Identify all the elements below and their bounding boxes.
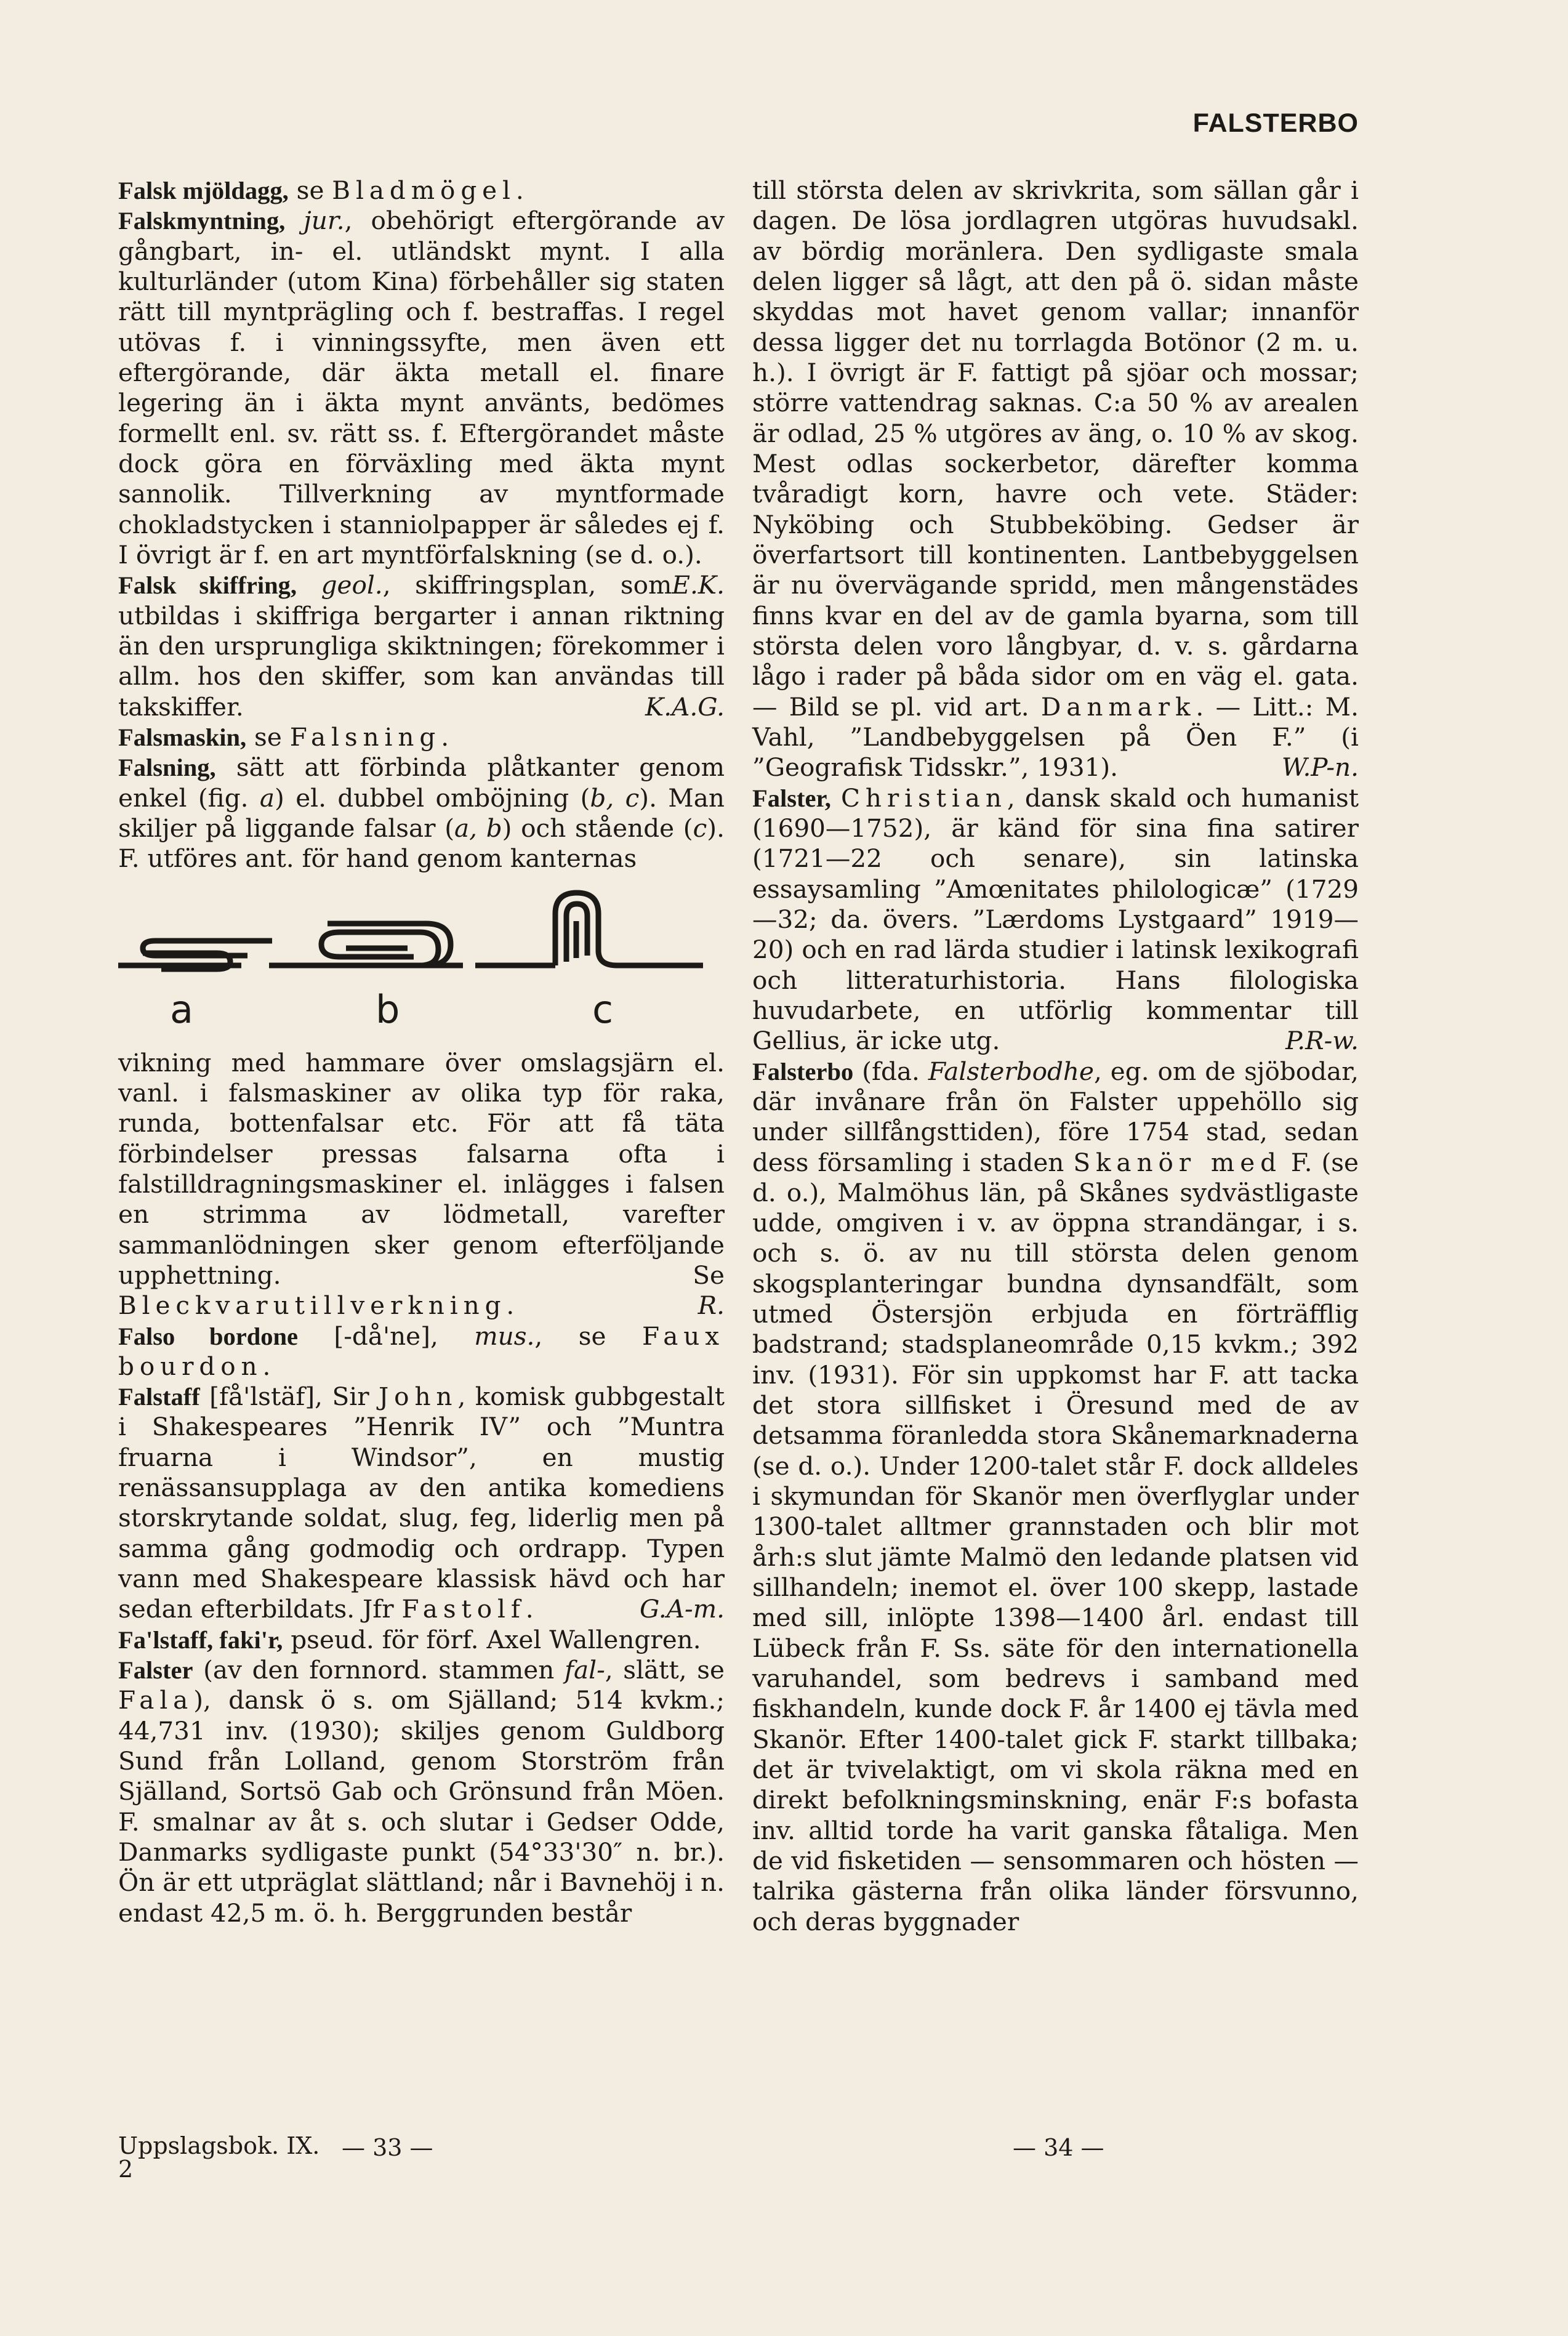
entry-headword: Falsk mjöldagg, <box>118 177 289 204</box>
entry-falstaff-fakir: Fa'lstaff, faki'r, pseud. för förf. Axel Wallengren. <box>118 1624 701 1654</box>
entry-headword: Falsning, <box>118 754 216 782</box>
footer-book-info <box>118 2134 320 2181</box>
entry-falsterbo: Falsterbo (fda. Falsterbodhe, eg. om de sjöbodar, där invånare från ön Falster uppehöllo sig under sillfångsttiden), före 1754 stad, sedan dess församling i staden Skanör med F. (se d. o.), Malmöhus län, på Skånes sydvästligaste udde, omgiven i v. av öppna strandängar, i s. och s. ö. av nu till största delen genom skogsplanteringar bundna dynsandfält, som utmed Östersjön erbjuda en förträfflig badstrand; stadsplaneområde 0,15 kvkm.; 392 inv. (1931). För sin uppkomst har F. att tacka det stora sillfisket i Öresund med de av detsamma föranledda stora Skånemarknaderna (se d. o.). Under 1200-talet står F. dock alldeles i skymundan för Skanör men överflyglar under 1300-talet alltmer grannstaden och blir mot årh:s slut jämte Malmö den ledande platsen vid sillhandeln; inemot el. över 100 skepp, lastade med sill, inlöpte 1398—1400 årl. endast till Lübeck från F. Ss. säte för den internationella varuhandel, som bedrevs i samband med fiskhandeln, kunde dock F. år 1400 ej tävla med Skanör. Efter 1400-talet gick F. starkt tillbaka; det är tvivelaktigt, om vi skola räkna med en direkt befolkningsminskning, enär F:s bofasta inv. alltid torde ha varit ganska fåtaliga. Men de vid fisketiden — sensommaren och hösten — talrika gästerna från olika länder försvunno, och deras byggnader <box>752 1056 1359 1936</box>
entry-falso-bordone: Falso bordone [-då'ne], mus., se Faux bourdon. <box>118 1321 725 1381</box>
cross-reference: Bleckvarutillverkning <box>118 1291 507 1321</box>
cross-reference: Faux bourdon <box>118 1321 725 1381</box>
seam-b-drawing <box>269 924 463 965</box>
running-head: FALSTERBO <box>1192 108 1359 138</box>
entry-headword: Falster <box>118 1656 193 1685</box>
figure-label-c: c <box>592 986 614 1032</box>
cross-reference: Bladmögel <box>332 175 516 205</box>
entry-headword: Falso bordone <box>118 1322 298 1350</box>
entry-falster: Falster (av den fornnord. stammen fal-, slätt, se Fala), dansk ö s. om Själland; 514 kvkm.; 44,731 inv. (1930); skiljes genom Guldborg Sund från Lolland, genom Storström från Själland, Sortsö Gab och Grönsund från Möen. F. smalnar av åt s. och slutar i Gedser Odde, Danmarks sydligaste punkt (54°33'30″ n. br.). Ön är ett utpräglat slättland; når i Bavnehöj i n. endast 42,5 m. ö. h. Berggrunden består <box>118 1655 725 1928</box>
author-signature: R. <box>698 1291 725 1321</box>
entry-headword: Fa'lstaff, faki'r, <box>118 1625 283 1654</box>
entry-falsk-skiffring: Falsk skiffring, geol., skiffringsplan, som utbildas i skiffriga bergarter i annan riktning än den ursprungliga skiktningen; förekommer i allm. hos den skiffer, som kan användas till takskiffer. K.A.G. <box>118 570 725 722</box>
figure-label-b: b <box>376 986 400 1032</box>
seam-c-drawing <box>475 893 703 965</box>
seam-figure <box>118 889 725 1037</box>
entry-falsning-continued: vikning med hammare över omslagsjärn el. vanl. i falsmaskiner av olika typ för raka, runda, bottenfalsar etc. För att få täta förbindelser pressas falsarna ofta i falstilldragningsmaskiner el. inlägges i falsen en strimma av lödmetall, varefter sammanlödningen sker genom efterföljande upphettning. Se Bleckvarutillverkning. R. <box>118 1047 725 1321</box>
entry-falster-continued: till största delen av skrivkrita, som sällan går i dagen. De lösa jordlagren utgöras huvudsakl. av bördig moränlera. Den sydligaste smala delen ligger så lågt, att den på ö. sidan måste skyddas mot havet genom vallar; innanför dessa ligger det nu torrlagda Botönor (2 m. u. h.). I övrigt är F. fattigt på sjöar och mossar; större vattendrag saknas. C:a 50 % av arealen är odlad, 25 % utgöres av äng, o. 10 % av skog. Mest odlas sockerbetor, därefter komma tvåradigt korn, havre och vete. Städer: Nyköbing och Stubbeköbing. Gedser är överfartsort till kontinenten. Lantbebyggelsen är nu övervägande spridd, men mångenstädes finns kvar en del av de gamla byarna, som till största delen voro långbyar, d. v. s. gårdarna lågo i rader på båda sidor om en väg el. gata. — Bild se pl. vid art. Danmark. — Litt.: M. Vahl, ”Landbebyggelsen på Öen F.” (i ”Geografisk Tidsskr.”, 1931). W.P-n. <box>752 175 1359 783</box>
right-column <box>752 175 1359 1937</box>
entry-falsning: Falsning, sätt att förbinda plåtkanter genom enkel (fig. a) el. dubbel omböjning (b, c). Man skiljer på liggande falsar (a, b) och stående (c). F. utföres ant. för hand genom kanternas <box>118 752 725 874</box>
page-number-left: — 33 — <box>342 2134 433 2161</box>
entry-headword: Falsk skiffring, <box>118 571 297 600</box>
entry-headword: Falster, <box>752 784 831 812</box>
entry-headword: Falsmaskin, <box>118 723 247 751</box>
footer-signature: 2 <box>118 2156 134 2183</box>
entry-falstaff: Falstaff [få'lstäf], Sir John, komisk gubbgestalt i Shakespeares ”Henrik IV” och ”Muntra fruarna i Windsor”, en mustig renässansupplaga av den antika komediens storskrytande soldat, slug, feg, liderlig men på samma gång godmodig och ordrapp. Typen vann med Shakespeare klassisk hävd och har sedan efterbildats. Jfr Fastolf. G.A-m. <box>118 1382 725 1624</box>
entry-falsmaskin: Falsmaskin, se Falsning. <box>118 722 449 752</box>
entry-falskmyntning: Falskmyntning, jur., obehörigt eftergörande av gångbart, in- el. utländskt mynt. I alla kulturländer (utom Kina) förbehåller sig staten rätt till myntprägling och f. bestraffas. I regel utövas f. i vinningssyfte, men även ett eftergörande, där äkta metall el. finare legering än i äkta mynt använts, bedömes formellt enl. sv. rätt ss. f. Eftergörandet måste dock göra en förväxling med äkta mynt sannolik. Tillverkning av myntformade chokladstycken i stanniolpapper är således ej f. I övrigt är f. en art myntförfalskning (se d. o.). E.K. <box>118 206 725 600</box>
seam-diagram <box>118 889 725 988</box>
figure-label-a: a <box>170 986 193 1032</box>
seam-a-drawing <box>118 941 272 969</box>
page-number-right: — 34 — <box>1013 2134 1104 2161</box>
cross-reference: Skanör med <box>1073 1147 1282 1177</box>
author-signature: E.K. <box>672 570 725 600</box>
cross-reference: Falsning <box>289 722 441 752</box>
entry-headword: Falstaff <box>118 1383 200 1411</box>
entry-headword: Falskmyntning, <box>118 207 286 235</box>
cross-reference: Fastolf <box>401 1594 526 1624</box>
cross-reference: Fala <box>118 1685 194 1715</box>
left-column <box>118 175 725 1928</box>
author-signature: K.A.G. <box>645 691 725 722</box>
author-signature: P.R-w. <box>1285 1026 1359 1056</box>
author-signature: G.A-m. <box>640 1594 725 1624</box>
entry-headword: Falsterbo <box>752 1057 854 1085</box>
footer-book: Uppslagsbok. IX. <box>118 2132 320 2159</box>
entry-falster-christian: Falster, Christian, dansk skald och humanist (1690—1752), är känd för sina fina satirer (1721—22 och senare), sin latinska essaysamling ”Amœnitates philologicæ” (1729—32; da. övers. ”Lærdoms Lystgaard” 1919—20) och en rad lärda studier i latinsk lexikografi och litteraturhistoria. Hans filologiska huvudarbete, en utförlig kommentar till Gellius, är icke utg. P.R-w. <box>752 783 1359 1056</box>
author-signature: W.P-n. <box>1281 752 1359 783</box>
cross-reference: Danmark <box>1040 691 1196 722</box>
entry-falsk-mjoldagg: Falsk mjöldagg, se Bladmögel. <box>118 175 524 205</box>
